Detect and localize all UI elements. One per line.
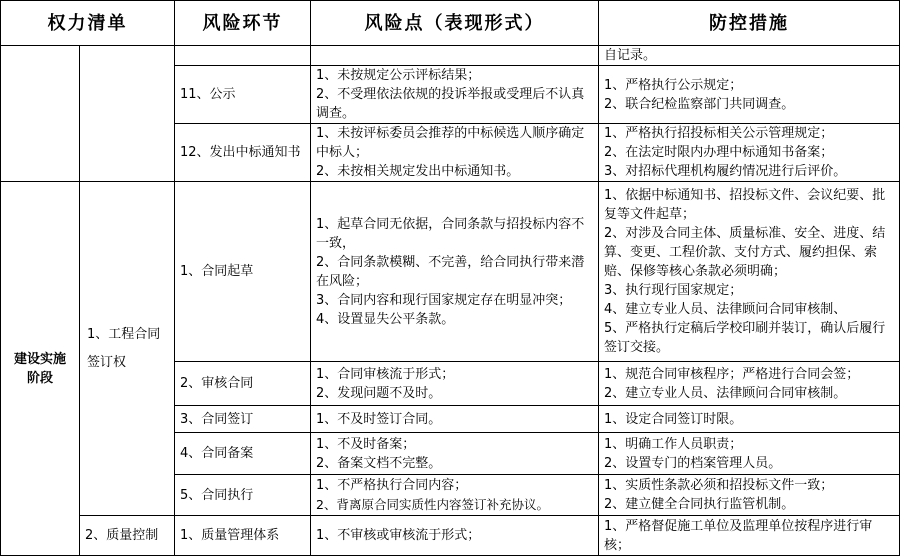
power-cell <box>80 182 175 516</box>
measure-cell <box>599 124 900 182</box>
risk-cell <box>311 66 599 124</box>
step-cell: 1、合同起草 <box>175 182 311 362</box>
header-power-list: 权力清单 <box>1 1 175 46</box>
measure-line: 4、建立专业人员、法律顾问合同审核制、 <box>604 302 847 317</box>
header-risk-step: 风险环节 <box>175 1 311 46</box>
table-row <box>1 182 900 362</box>
risk-line: 1、未按评标委员会推荐的中标候选人顺序确定中标人； <box>316 126 585 160</box>
step-cell: 11、公示 <box>175 66 311 124</box>
measure-line: 1、规范合同审核程序；严格进行合同会签； <box>604 366 860 382</box>
measure-line: 3、对招标代理机构履约情况进行后评价。 <box>604 164 847 179</box>
risk-line: 2、背离原合同实质性内容签订补充协议。 <box>316 497 549 512</box>
risk-line: 2、不受理依法依规的投诉举报或受理后不认真调查。 <box>316 87 585 121</box>
risk-cell <box>311 362 599 406</box>
measure-cell <box>599 406 900 433</box>
measure-line: 5、严格执行定稿后学校印刷并装订，确认后履行签订交接。 <box>604 321 886 355</box>
risk-cell-empty <box>311 46 599 66</box>
measure-cell <box>599 433 900 475</box>
measure-cell <box>599 182 900 362</box>
measure-line: 1、严格执行招投标相关公示管理规定； <box>604 126 834 141</box>
measure-line: 1、依据中标通知书、招投标文件、会议纪要、批复等文件起草； <box>604 188 886 222</box>
table-row <box>1 46 900 66</box>
measure-line: 2、建立专业人员、法律顾问合同审核制。 <box>604 385 847 401</box>
measure-cell <box>599 475 900 516</box>
measure-cell <box>599 516 900 556</box>
risk-line: 2、发现问题不及时。 <box>316 385 442 401</box>
risk-cell <box>311 475 599 516</box>
risk-line: 1、不严格执行合同内容； <box>316 478 468 493</box>
power-label: 1、工程合同签订权 <box>87 326 161 370</box>
risk-line: 1、不及时备案； <box>316 436 416 452</box>
step-cell: 3、合同签订 <box>175 406 311 433</box>
step-cell: 5、合同执行 <box>175 475 311 516</box>
risk-cell <box>311 182 599 362</box>
risk-line: 2、合同条款模糊、不完善，给合同执行带来潜在风险； <box>316 254 585 289</box>
step-cell <box>175 124 311 182</box>
power-cell-empty <box>80 46 175 182</box>
stage-cell <box>1 182 80 556</box>
risk-cell <box>311 406 599 433</box>
header-control-measures: 防控措施 <box>599 1 900 46</box>
header-risk-point: 风险点（表现形式） <box>311 1 599 46</box>
step-cell: 1、质量管理体系 <box>175 516 311 556</box>
stage-label: 建设实施阶段 <box>13 351 66 386</box>
step-cell: 2、审核合同 <box>175 362 311 406</box>
measure-cell <box>599 66 900 124</box>
measure-line: 2、联合纪检监察部门共同调查。 <box>604 96 795 112</box>
step-label: 12、发出中标通知书 <box>180 145 301 160</box>
risk-line: 1、起草合同无依据，合同条款与招投标内容不一致， <box>316 216 585 251</box>
risk-line: 4、设置显失公平条款。 <box>316 311 455 327</box>
measure-cell <box>599 362 900 406</box>
risk-line: 2、未按相关规定发出中标通知书。 <box>316 164 520 179</box>
measure-line: 1、严格执行公示规定； <box>604 77 743 93</box>
risk-line: 1、不及时签订合同。 <box>316 411 442 427</box>
power-cell: 2、质量控制 <box>80 516 175 556</box>
measure-line: 2、建立健全合同执行监管机制。 <box>604 497 795 512</box>
risk-line: 1、未按规定公示评标结果； <box>316 68 481 83</box>
risk-cell <box>311 516 599 556</box>
measure-line: 3、执行现行国家规定； <box>604 283 743 298</box>
risk-line: 1、合同审核流于形式； <box>316 366 455 382</box>
step-cell-empty <box>175 46 311 66</box>
risk-cell <box>311 124 599 182</box>
risk-cell <box>311 433 599 475</box>
measure-line: 2、设置专门的档案管理人员。 <box>604 455 782 471</box>
risk-line: 3、合同内容和现行国家规定存在明显冲突； <box>316 292 572 308</box>
header-row <box>1 1 900 46</box>
risk-line: 1、不审核或审核流于形式； <box>316 528 481 543</box>
measure-cell <box>599 46 900 66</box>
measure-line: 2、在法定时限内办理中标通知书备案； <box>604 145 834 160</box>
measure-line: 1、实质性条款必须和招投标文件一致； <box>604 478 834 493</box>
stage-cell-empty <box>1 46 80 182</box>
measure-line: 2、对涉及合同主体、质量标准、安全、进度、结算、变更、工程价款、支付方式、履约担保、索赔、保修等核心条款必须明确； <box>604 226 886 279</box>
measure-line: 1、设定合同签订时限。 <box>604 411 743 427</box>
risk-line: 2、备案文档不完整。 <box>316 455 442 471</box>
measure-line: 1、严格督促施工单位及监理单位按程序进行审核； <box>604 518 873 553</box>
table-row <box>1 516 900 556</box>
step-cell: 4、合同备案 <box>175 433 311 475</box>
measure-line: 自记录。 <box>604 48 657 63</box>
measure-line: 1、明确工作人员职责； <box>604 436 743 452</box>
